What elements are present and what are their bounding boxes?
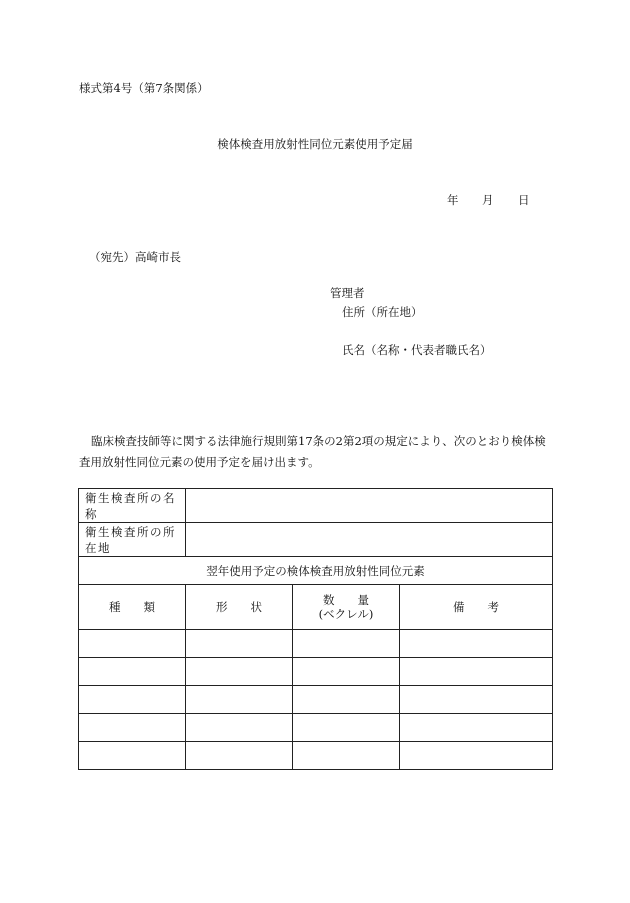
table-cell[interactable] [400, 658, 553, 686]
addressee: （宛先）高崎市長 [89, 250, 181, 264]
column-header-kind: 種 類 [79, 585, 186, 630]
table-cell[interactable] [400, 686, 553, 714]
column-header-row [79, 585, 553, 630]
table-cell[interactable] [79, 658, 186, 686]
column-header-form: 形 状 [186, 585, 293, 630]
table-cell[interactable] [293, 658, 400, 686]
table-row [79, 630, 553, 658]
table-cell[interactable] [400, 630, 553, 658]
date-year-label: 年 [447, 193, 459, 207]
facility-address-field[interactable] [186, 523, 553, 557]
table-cell[interactable] [400, 714, 553, 742]
table-cell[interactable] [79, 686, 186, 714]
table-cell[interactable] [186, 742, 293, 770]
table-cell[interactable] [79, 742, 186, 770]
table-cell[interactable] [79, 630, 186, 658]
table-cell[interactable] [186, 714, 293, 742]
table-cell[interactable] [293, 686, 400, 714]
table-row [79, 686, 553, 714]
notification-table [78, 488, 553, 770]
applicant-address-label: 住所（所在地） [342, 305, 423, 319]
applicant-role: 管理者 [330, 286, 365, 300]
form-number: 様式第4号（第7条関係） [79, 81, 209, 95]
section-header-row [79, 557, 553, 585]
table-cell[interactable] [79, 714, 186, 742]
table-cell[interactable] [186, 686, 293, 714]
table-row [79, 742, 553, 770]
facility-address-row [79, 523, 553, 557]
table-cell[interactable] [186, 658, 293, 686]
document-title: 検体検査用放射性同位元素使用予定届 [217, 137, 413, 151]
column-header-remarks: 備 考 [400, 585, 553, 630]
table-cell[interactable] [400, 742, 553, 770]
body-text: 臨床検査技師等に関する法律施行規則第17条の2第2項の規定により、次のとおり検体検査用放射性同位元素の使用予定を届け出ます。 [79, 434, 546, 469]
table-row [79, 714, 553, 742]
facility-name-field[interactable] [186, 489, 553, 523]
section-header: 翌年使用予定の検体検査用放射性同位元素 [79, 557, 553, 585]
applicant-name-label: 氏名（名称・代表者職氏名） [342, 343, 492, 357]
column-header-quantity [293, 585, 400, 630]
facility-name-label: 衛生検査所の名称 [79, 489, 186, 523]
date-day-label: 日 [518, 193, 530, 207]
table-cell[interactable] [293, 630, 400, 658]
column-header-quantity-unit: (ベクレル) [318, 607, 374, 621]
date-month-label: 月 [482, 193, 494, 207]
facility-name-row [79, 489, 553, 523]
table-cell[interactable] [293, 714, 400, 742]
facility-address-label: 衛生検査所の所在地 [79, 523, 186, 557]
table-row [79, 658, 553, 686]
table-cell[interactable] [293, 742, 400, 770]
table-cell[interactable] [186, 630, 293, 658]
column-header-quantity-label: 数 量 [323, 593, 369, 607]
